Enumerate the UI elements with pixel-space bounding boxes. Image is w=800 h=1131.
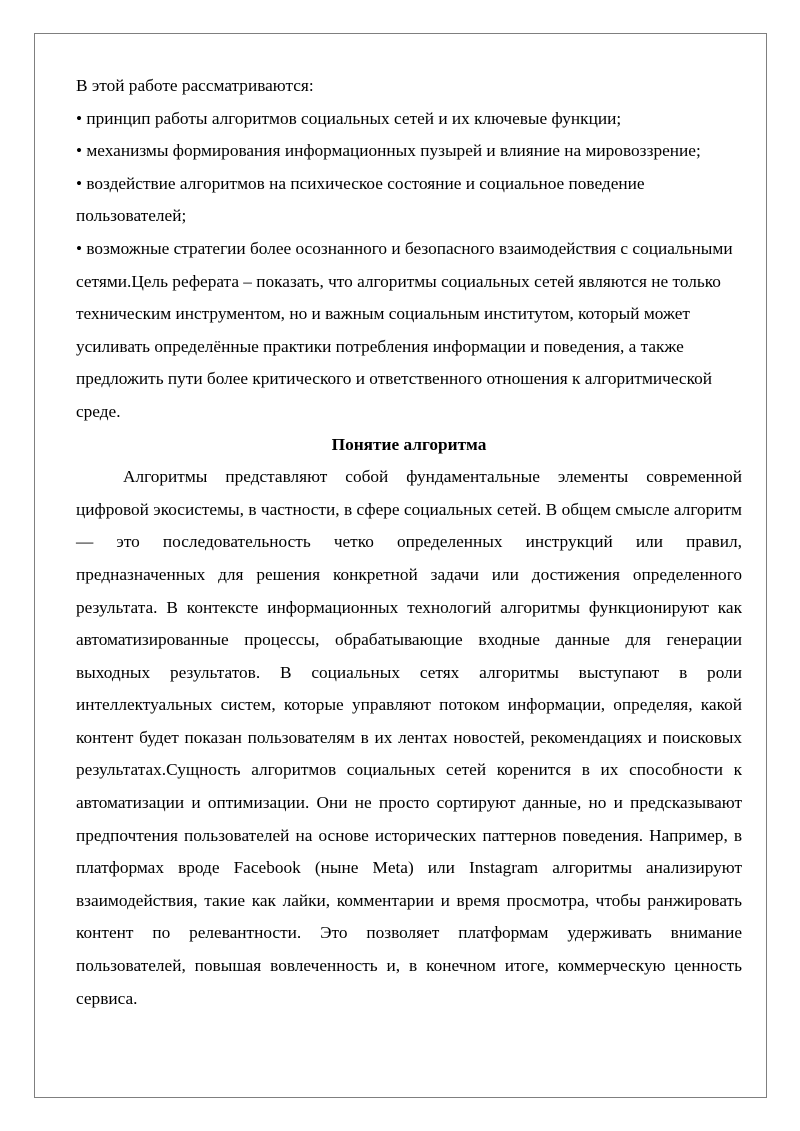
document-body: [76, 70, 742, 1015]
bullet-item-3: • воздействие алгоритмов на психическое состояние и социальное поведение пользователей;: [76, 173, 645, 226]
intro-line: В этой работе рассматриваются:: [76, 76, 314, 95]
bullet-item-4: • возможные стратегии более осознанного и безопасного взаимодействия с социальными сетями.Цель реферата – показать, что алгоритмы социальных сетей являются не только техническим инструментом, но и важным социальным институтом, который может усиливать определённые практики потребления информации и поведения, а также предложить пути более критического и ответственного отношения к алгоритмической среде.: [76, 238, 733, 421]
body-paragraph: Алгоритмы представляют собой фундаментальные элементы современной цифровой экосистемы, в частности, в сфере социальных сетей. В общем смысле алгоритм — это последовательность четко определенных инструкций или правил, предназначенных для решения конкретной задачи или достижения определенного результата. В контексте информационных технологий алгоритмы функционируют как автоматизированные процессы, обрабатывающие входные данные для генерации выходных результатов. В социальных сетях алгоритмы выступают в роли интеллектуальных систем, которые управляют потоком информации, определяя, какой контент будет показан пользователям в их лентах новостей, рекомендациях и поисковых результатах.Сущность алгоритмов социальных сетей коренится в их способности к автоматизации и оптимизации. Они не просто сортируют данные, но и предсказывают предпочтения пользователей на основе исторических паттернов поведения. Например, в платформах вроде Facebook (ныне Meta) или Instagram алгоритмы анализируют взаимодействия, такие как лайки, комментарии и время просмотра, чтобы ранжировать контент по релевантности. Это позволяет платформам удерживать внимание пользователей, повышая вовлеченность и, в конечном итоге, коммерческую ценность сервиса.: [76, 467, 742, 1008]
bullet-item-1: • принцип работы алгоритмов социальных сетей и их ключевые функции;: [76, 108, 622, 128]
intro-list: [76, 70, 742, 429]
section-heading: Понятие алгоритма: [331, 434, 487, 454]
bullet-item-2: • механизмы формирования информационных пузырей и влияние на мировоззрение;: [76, 141, 701, 161]
